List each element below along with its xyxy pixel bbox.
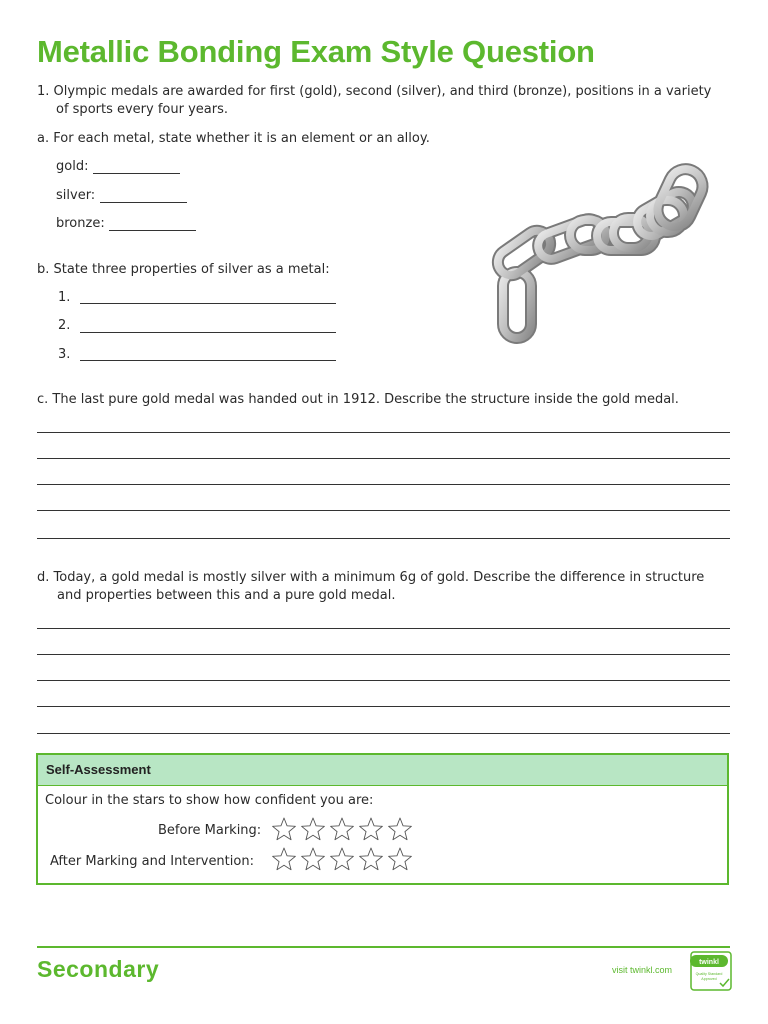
- answer-d-line[interactable]: [37, 706, 730, 707]
- svg-text:Approved: Approved: [701, 977, 717, 981]
- star-icon[interactable]: [299, 816, 327, 842]
- question-b-prompt: b. State three properties of silver as a metal:: [37, 262, 330, 277]
- answer-d-line[interactable]: [37, 628, 730, 629]
- silver-label: silver:: [56, 188, 96, 203]
- question-1-intro-line-1: 1. Olympic medals are awarded for first (gold), second (silver), and third (bronze), positions in a variety: [37, 84, 712, 99]
- twinkl-quality-logo: [690, 951, 732, 991]
- question-d-prompt-line-2: and properties between this and a pure gold medal.: [57, 588, 396, 603]
- page-title: Metallic Bonding Exam Style Question: [37, 34, 595, 69]
- question-a-prompt: a. For each metal, state whether it is an element or an alloy.: [37, 131, 430, 146]
- property-1-answer-line[interactable]: [80, 303, 336, 304]
- after-marking-label: After Marking and Intervention:: [50, 854, 254, 869]
- answer-c-line[interactable]: [37, 538, 730, 539]
- star-icon[interactable]: [357, 846, 385, 872]
- star-icon[interactable]: [299, 846, 327, 872]
- property-3-answer-line[interactable]: [80, 360, 336, 361]
- chain-image: [485, 160, 725, 350]
- gold-answer-line[interactable]: [93, 173, 180, 174]
- answer-c-line[interactable]: [37, 458, 730, 459]
- svg-text:Quality Standard: Quality Standard: [695, 972, 723, 976]
- question-c-prompt: c. The last pure gold medal was handed out in 1912. Describe the structure inside the gold medal.: [37, 392, 679, 407]
- answer-d-line[interactable]: [37, 680, 730, 681]
- property-1-number: 1.: [58, 290, 71, 305]
- after-marking-stars: [270, 846, 414, 872]
- property-3-number: 3.: [58, 347, 71, 362]
- gold-label: gold:: [56, 159, 89, 174]
- before-marking-label: Before Marking:: [158, 823, 262, 838]
- star-icon[interactable]: [328, 816, 356, 842]
- question-1-intro-line-2: of sports every four years.: [56, 102, 229, 117]
- property-2-answer-line[interactable]: [80, 332, 336, 333]
- bronze-answer-line[interactable]: [109, 230, 196, 231]
- star-icon[interactable]: [386, 816, 414, 842]
- star-icon[interactable]: [270, 816, 298, 842]
- answer-d-line[interactable]: [37, 654, 730, 655]
- svg-text:twinkl: twinkl: [699, 959, 719, 966]
- self-assessment-instruction: Colour in the stars to show how confident you are:: [45, 793, 374, 808]
- answer-c-line[interactable]: [37, 484, 730, 485]
- star-icon[interactable]: [328, 846, 356, 872]
- answer-c-line[interactable]: [37, 510, 730, 511]
- silver-answer-line[interactable]: [100, 202, 187, 203]
- self-assessment-heading: Self-Assessment: [38, 755, 727, 786]
- answer-c-line[interactable]: [37, 432, 730, 433]
- star-icon[interactable]: [357, 816, 385, 842]
- before-marking-stars: [270, 816, 414, 842]
- visit-link[interactable]: visit twinkl.com: [612, 965, 673, 975]
- question-d-prompt-line-1: d. Today, a gold medal is mostly silver with a minimum 6g of gold. Describe the difference in structure: [37, 570, 705, 585]
- secondary-brand: Secondary: [37, 956, 160, 982]
- bronze-label: bronze:: [56, 216, 105, 231]
- property-2-number: 2.: [58, 318, 71, 333]
- footer-divider: [37, 946, 730, 948]
- star-icon[interactable]: [386, 846, 414, 872]
- answer-d-line[interactable]: [37, 733, 730, 734]
- star-icon[interactable]: [270, 846, 298, 872]
